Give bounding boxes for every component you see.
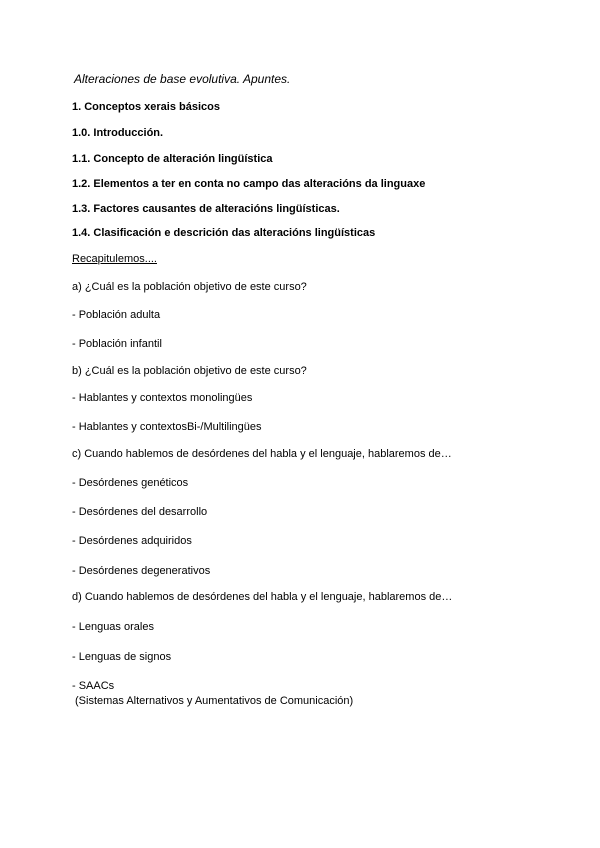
- recap-label: Recapitulemos....: [72, 253, 157, 265]
- saacs-expansion: (Sistemas Alternativos y Aumentativos de Comunicación): [75, 695, 354, 707]
- heading-1-0: 1.0. Introducción.: [72, 127, 164, 139]
- option-b-1: - Hablantes y contextos monolingües: [72, 392, 253, 404]
- heading-1-3: 1.3. Factores causantes de alteracións lingüísticas.: [72, 203, 340, 215]
- question-a: a) ¿Cuál es la población objetivo de este curso?: [72, 281, 307, 293]
- option-c-1: - Desórdenes genéticos: [72, 477, 189, 489]
- option-c-2: - Desórdenes del desarrollo: [72, 506, 208, 518]
- document-title: Alteraciones de base evolutiva. Apuntes.: [74, 72, 291, 86]
- question-d: d) Cuando hablemos de desórdenes del habla y el lenguaje, hablaremos de…: [72, 591, 453, 603]
- option-d-1: - Lenguas orales: [72, 621, 154, 633]
- option-b-2: - Hablantes y contextosBi-/Multilingües: [72, 421, 262, 433]
- question-c: c) Cuando hablemos de desórdenes del habla y el lenguaje, hablaremos de…: [72, 448, 452, 460]
- option-d-3: - SAACs: [72, 680, 115, 692]
- heading-1-1: 1.1. Concepto de alteración lingüística: [72, 153, 273, 165]
- heading-1-2: 1.2. Elementos a ter en conta no campo das alteracións da linguaxe: [72, 178, 426, 190]
- option-a-1: - Población adulta: [72, 309, 161, 321]
- heading-1: 1. Conceptos xerais básicos: [72, 101, 220, 113]
- question-b: b) ¿Cuál es la población objetivo de este curso?: [72, 365, 307, 377]
- option-a-2: - Población infantil: [72, 338, 162, 350]
- option-d-2: - Lenguas de signos: [72, 651, 172, 663]
- option-c-4: - Desórdenes degenerativos: [72, 565, 211, 577]
- option-c-3: - Desórdenes adquiridos: [72, 535, 192, 547]
- heading-1-4: 1.4. Clasificación e descrición das alteracións lingüísticas: [72, 227, 376, 239]
